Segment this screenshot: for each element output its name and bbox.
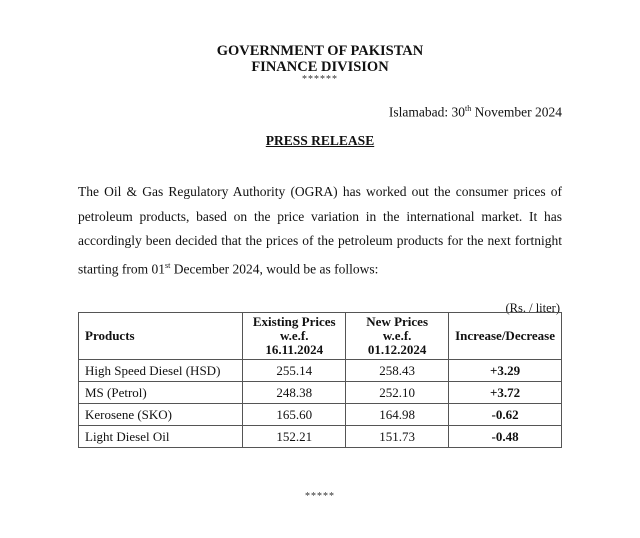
existing-price: 248.38 [243,382,346,404]
header-existing-prices: Existing Prices w.e.f. 16.11.2024 [243,313,346,360]
header-government: GOVERNMENT OF PAKISTAN [216,43,424,59]
product-name: MS (Petrol) [79,382,243,404]
header-new-prices: New Prices w.e.f. 01.12.2024 [346,313,449,360]
price-table [78,312,562,448]
header-division: FINANCE DIVISION [251,59,389,75]
new-price: 151.73 [346,426,449,448]
product-name: Kerosene (SKO) [79,404,243,426]
dateline-suffix: th [465,104,472,113]
price-change: -0.62 [449,404,562,426]
header-increase-decrease: Increase/Decrease [449,313,562,360]
product-name: High Speed Diesel (HSD) [79,360,243,382]
header-products: Products [79,313,243,360]
table-row [79,404,562,426]
table-header-row [79,313,562,360]
dateline-place: Islamabad: 30 [388,104,466,120]
existing-price: 165.60 [243,404,346,426]
table-row [79,360,562,382]
table-row [79,426,562,448]
table-row [79,382,562,404]
product-name: Light Diesel Oil [79,426,243,448]
page-title: PRESS RELEASE [265,133,375,148]
new-price: 164.98 [346,404,449,426]
header-separator: ****** [302,74,338,85]
price-change: +3.72 [449,382,562,404]
price-change: +3.29 [449,360,562,382]
existing-price: 255.14 [243,360,346,382]
dateline-month-year: November 2024 [471,104,562,120]
price-change: -0.48 [449,426,562,448]
body-paragraph: The Oil & Gas Regulatory Authority (OGRA) has worked out the consumer prices of petroleum products, based on the price variation in the international market. It has accordingly been decided that the prices of the petroleum products for the next fortnight starting from 01st December 2024, would be as follows: [78,184,562,276]
unit-label: (Rs. / liter) [505,301,560,315]
existing-price: 152.21 [243,426,346,448]
new-price: 258.43 [346,360,449,382]
dateline [389,104,562,121]
new-price: 252.10 [346,382,449,404]
footer-separator: ***** [305,491,335,502]
